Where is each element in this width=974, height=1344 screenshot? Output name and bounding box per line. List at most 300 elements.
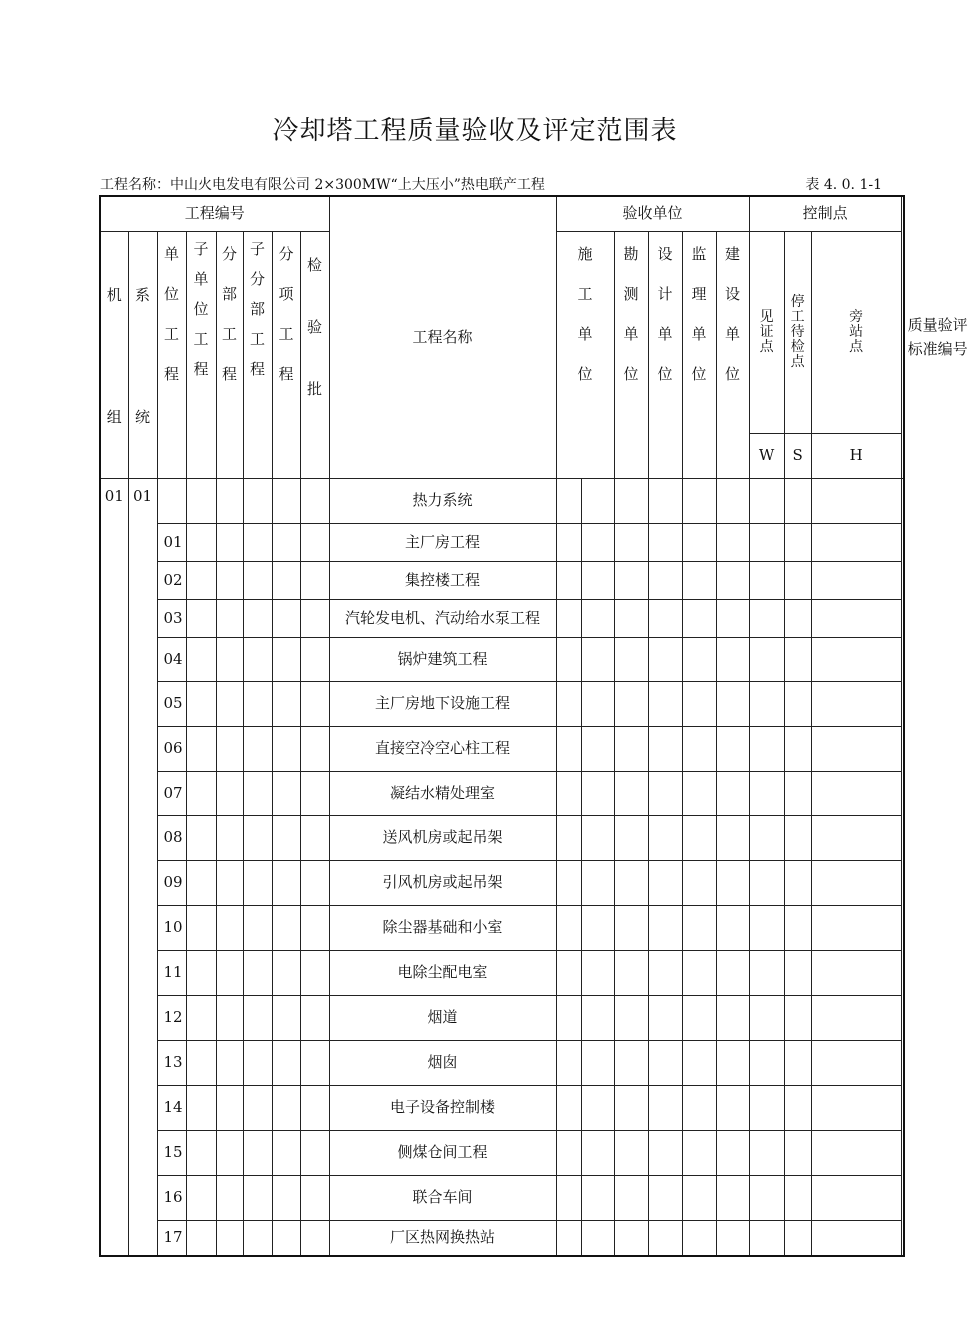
header-accept-col-1-char: 测 bbox=[623, 284, 639, 303]
empty-cell bbox=[243, 1040, 272, 1085]
header-code-col-1-char: 系 bbox=[134, 285, 150, 304]
empty-cell bbox=[186, 561, 216, 599]
unit-project-code: 01 bbox=[157, 523, 186, 561]
empty-cell bbox=[648, 950, 682, 995]
empty-cell bbox=[749, 771, 784, 815]
header-code-col-3-char: 单 bbox=[193, 269, 209, 288]
empty-cell bbox=[648, 681, 682, 726]
unit-project-code: 10 bbox=[157, 905, 186, 950]
header-code-col-2-char: 位 bbox=[163, 284, 179, 303]
project-name-cell: 主厂房地下设施工程 bbox=[329, 681, 556, 726]
empty-cell bbox=[682, 726, 716, 771]
empty-cell bbox=[784, 523, 811, 561]
empty-cell bbox=[716, 995, 749, 1040]
empty-cell bbox=[614, 860, 648, 905]
header-accept-col-0-char: 位 bbox=[577, 364, 593, 383]
empty-cell bbox=[556, 950, 581, 995]
empty-cell bbox=[581, 950, 614, 995]
header-accept-col-4-char: 建 bbox=[725, 244, 741, 263]
empty-cell bbox=[811, 1130, 901, 1175]
empty-cell bbox=[216, 815, 243, 860]
empty-cell bbox=[216, 1175, 243, 1220]
header-accept-col-4-char: 设 bbox=[725, 284, 741, 303]
empty-cell bbox=[300, 1175, 329, 1220]
header-code-col-5 bbox=[243, 231, 272, 478]
header-accept-col-1-char: 勘 bbox=[623, 244, 639, 263]
empty-cell bbox=[243, 1085, 272, 1130]
empty-cell bbox=[243, 815, 272, 860]
project-label: 工程名称：中山火电发电有限公司 2×300MW“上大压小”热电联产工程 bbox=[100, 177, 545, 193]
header-code-col-2-char: 工 bbox=[163, 324, 179, 343]
empty-cell bbox=[216, 1220, 243, 1256]
empty-cell bbox=[216, 771, 243, 815]
empty-cell bbox=[300, 771, 329, 815]
empty-cell bbox=[682, 1220, 716, 1256]
empty-cell bbox=[243, 1175, 272, 1220]
empty-cell bbox=[749, 860, 784, 905]
empty-cell bbox=[811, 771, 901, 815]
empty-cell bbox=[272, 995, 300, 1040]
empty-cell bbox=[682, 561, 716, 599]
empty-cell bbox=[784, 637, 811, 681]
empty-cell bbox=[749, 1085, 784, 1130]
table-row bbox=[100, 905, 904, 950]
header-accept-col-1-char: 位 bbox=[623, 364, 639, 383]
project-name-cell: 汽轮发电机、汽动给水泵工程 bbox=[329, 599, 556, 637]
header-code-col-0-char: 机 bbox=[106, 285, 122, 304]
project-name-cell: 烟道 bbox=[329, 995, 556, 1040]
empty-cell bbox=[614, 1220, 648, 1256]
project-name-cell: 除尘器基础和小室 bbox=[329, 905, 556, 950]
empty-cell bbox=[272, 637, 300, 681]
empty-cell bbox=[716, 1130, 749, 1175]
header-control-label: 旁站点 bbox=[849, 308, 864, 355]
empty-cell bbox=[811, 1220, 901, 1256]
project-name-cell: 热力系统 bbox=[329, 478, 556, 523]
empty-cell bbox=[784, 1085, 811, 1130]
empty-cell bbox=[614, 1130, 648, 1175]
empty-cell bbox=[682, 523, 716, 561]
system-code: 01 bbox=[128, 478, 157, 1256]
empty-cell bbox=[784, 599, 811, 637]
unit-project-code: 02 bbox=[157, 561, 186, 599]
header-code-col-4 bbox=[216, 231, 243, 478]
empty-cell bbox=[272, 1130, 300, 1175]
table-row bbox=[100, 1175, 904, 1220]
project-name-cell: 厂区热网换热站 bbox=[329, 1220, 556, 1256]
header-control-label: 停工待检点 bbox=[790, 293, 805, 370]
empty-cell bbox=[716, 726, 749, 771]
project-name-cell: 主厂房工程 bbox=[329, 523, 556, 561]
table-row bbox=[100, 1085, 904, 1130]
header-accept-col-1-char: 单 bbox=[623, 324, 639, 343]
empty-cell bbox=[186, 815, 216, 860]
empty-cell bbox=[784, 1220, 811, 1256]
empty-cell bbox=[716, 771, 749, 815]
empty-cell bbox=[272, 1220, 300, 1256]
empty-cell bbox=[749, 599, 784, 637]
empty-cell bbox=[216, 637, 243, 681]
empty-cell bbox=[716, 478, 749, 523]
table-ref: 表 4. 0. 1-1 bbox=[805, 177, 882, 193]
header-control-code-2: H bbox=[811, 433, 901, 478]
header-control-col-2 bbox=[811, 231, 901, 433]
header-code-col-2-char: 单 bbox=[163, 244, 179, 263]
empty-cell bbox=[243, 905, 272, 950]
empty-cell bbox=[749, 995, 784, 1040]
table-row bbox=[100, 599, 904, 637]
header-accept-col-4 bbox=[716, 231, 749, 478]
empty-cell bbox=[581, 1085, 614, 1130]
empty-cell bbox=[716, 950, 749, 995]
empty-cell bbox=[716, 599, 749, 637]
empty-cell bbox=[186, 1175, 216, 1220]
project-name-cell: 电子设备控制楼 bbox=[329, 1085, 556, 1130]
header-code-col-4-char: 程 bbox=[221, 364, 237, 383]
empty-cell bbox=[716, 1040, 749, 1085]
header-code-col-6-char: 分 bbox=[278, 244, 294, 263]
header-control-col-0 bbox=[749, 231, 784, 433]
empty-cell bbox=[216, 726, 243, 771]
empty-cell bbox=[186, 1040, 216, 1085]
empty-cell bbox=[749, 726, 784, 771]
unit-project-code: 15 bbox=[157, 1130, 186, 1175]
header-accept-col-3-char: 理 bbox=[691, 284, 707, 303]
empty-cell bbox=[556, 599, 581, 637]
empty-cell bbox=[186, 478, 216, 523]
empty-cell bbox=[216, 950, 243, 995]
header-accept-col-2-char: 单 bbox=[657, 324, 673, 343]
empty-cell bbox=[272, 681, 300, 726]
empty-cell bbox=[243, 995, 272, 1040]
empty-cell bbox=[648, 1175, 682, 1220]
empty-cell bbox=[216, 599, 243, 637]
header-code-col-3 bbox=[186, 231, 216, 478]
empty-cell bbox=[581, 599, 614, 637]
empty-cell bbox=[682, 681, 716, 726]
empty-cell bbox=[811, 905, 901, 950]
unit-project-code: 08 bbox=[157, 815, 186, 860]
table-row bbox=[100, 561, 904, 599]
empty-cell bbox=[272, 815, 300, 860]
empty-cell bbox=[811, 561, 901, 599]
empty-cell bbox=[556, 1130, 581, 1175]
unit-project-code: 06 bbox=[157, 726, 186, 771]
empty-cell bbox=[243, 478, 272, 523]
empty-cell bbox=[556, 726, 581, 771]
empty-cell bbox=[216, 1130, 243, 1175]
header-code-col-2 bbox=[157, 231, 186, 478]
header-project-name: 工程名称 bbox=[329, 196, 556, 478]
empty-cell bbox=[556, 1175, 581, 1220]
empty-cell bbox=[272, 1175, 300, 1220]
header-control: 控制点 bbox=[749, 196, 901, 231]
empty-cell bbox=[811, 1085, 901, 1130]
empty-cell bbox=[186, 950, 216, 995]
table-row bbox=[100, 681, 904, 726]
empty-cell bbox=[300, 561, 329, 599]
header-accept-col-2-char: 设 bbox=[657, 244, 673, 263]
empty-cell bbox=[749, 1130, 784, 1175]
empty-cell bbox=[749, 478, 784, 523]
empty-cell bbox=[272, 523, 300, 561]
empty-cell bbox=[556, 561, 581, 599]
empty-cell bbox=[272, 1040, 300, 1085]
empty-cell bbox=[784, 995, 811, 1040]
empty-cell bbox=[784, 1175, 811, 1220]
unit-project-code: 05 bbox=[157, 681, 186, 726]
empty-cell bbox=[749, 905, 784, 950]
empty-cell bbox=[682, 1175, 716, 1220]
empty-cell bbox=[300, 726, 329, 771]
header-accept-col-3 bbox=[682, 231, 716, 478]
empty-cell bbox=[648, 1040, 682, 1085]
empty-cell bbox=[648, 1220, 682, 1256]
empty-cell bbox=[614, 478, 648, 523]
empty-cell bbox=[216, 995, 243, 1040]
empty-cell bbox=[300, 905, 329, 950]
unit-project-code: 11 bbox=[157, 950, 186, 995]
empty-cell bbox=[682, 599, 716, 637]
empty-cell bbox=[749, 1175, 784, 1220]
empty-cell bbox=[716, 905, 749, 950]
empty-cell bbox=[272, 950, 300, 995]
empty-cell bbox=[581, 478, 614, 523]
empty-cell bbox=[556, 771, 581, 815]
header-accept-col-2-char: 位 bbox=[657, 364, 673, 383]
header-code-col-5-char: 程 bbox=[249, 359, 265, 378]
empty-cell bbox=[614, 771, 648, 815]
empty-cell bbox=[749, 561, 784, 599]
empty-cell bbox=[186, 1085, 216, 1130]
empty-cell bbox=[682, 1085, 716, 1130]
empty-cell bbox=[243, 860, 272, 905]
empty-cell bbox=[186, 1130, 216, 1175]
empty-cell bbox=[811, 637, 901, 681]
empty-cell bbox=[300, 681, 329, 726]
empty-cell bbox=[716, 815, 749, 860]
empty-cell bbox=[300, 1040, 329, 1085]
header-code-col-3-char: 子 bbox=[193, 239, 209, 258]
empty-cell bbox=[648, 815, 682, 860]
header-project-code: 工程编号 bbox=[100, 196, 329, 231]
empty-cell bbox=[243, 771, 272, 815]
empty-cell bbox=[784, 905, 811, 950]
empty-cell bbox=[243, 561, 272, 599]
empty-cell bbox=[749, 637, 784, 681]
header-control-label: 见证点 bbox=[759, 308, 774, 355]
empty-cell bbox=[581, 726, 614, 771]
empty-cell bbox=[216, 681, 243, 726]
empty-cell bbox=[648, 995, 682, 1040]
empty-cell bbox=[216, 905, 243, 950]
empty-cell bbox=[186, 1220, 216, 1256]
empty-cell bbox=[556, 815, 581, 860]
project-name-cell: 引风机房或起吊架 bbox=[329, 860, 556, 905]
empty-cell bbox=[300, 815, 329, 860]
empty-cell bbox=[581, 771, 614, 815]
project-name-cell: 联合车间 bbox=[329, 1175, 556, 1220]
empty-cell bbox=[300, 478, 329, 523]
table-row bbox=[100, 1220, 904, 1256]
header-accept-col-2-char: 计 bbox=[657, 284, 673, 303]
empty-cell bbox=[186, 771, 216, 815]
empty-cell bbox=[186, 860, 216, 905]
empty-cell bbox=[186, 681, 216, 726]
empty-cell bbox=[648, 637, 682, 681]
empty-cell bbox=[300, 599, 329, 637]
header-code-col-6-char: 程 bbox=[278, 364, 294, 383]
header-code-col-1-char: 统 bbox=[134, 407, 150, 426]
empty-cell bbox=[300, 523, 329, 561]
empty-cell bbox=[648, 599, 682, 637]
empty-cell bbox=[784, 561, 811, 599]
unit-project-code: 07 bbox=[157, 771, 186, 815]
empty-cell bbox=[716, 561, 749, 599]
empty-cell bbox=[682, 950, 716, 995]
empty-cell bbox=[186, 523, 216, 561]
header-code-col-6-char: 工 bbox=[278, 324, 294, 343]
empty-cell bbox=[648, 905, 682, 950]
unit-project-code: 04 bbox=[157, 637, 186, 681]
empty-cell bbox=[300, 950, 329, 995]
empty-cell bbox=[272, 726, 300, 771]
header-code-col-7-char: 批 bbox=[307, 379, 323, 398]
project-name-cell: 锅炉建筑工程 bbox=[329, 637, 556, 681]
table-row bbox=[100, 950, 904, 995]
empty-cell bbox=[186, 905, 216, 950]
empty-cell bbox=[556, 905, 581, 950]
empty-cell bbox=[648, 860, 682, 905]
empty-cell bbox=[272, 478, 300, 523]
empty-cell bbox=[556, 860, 581, 905]
empty-cell bbox=[556, 1040, 581, 1085]
empty-cell bbox=[272, 860, 300, 905]
empty-cell bbox=[811, 1040, 901, 1085]
empty-cell bbox=[716, 1175, 749, 1220]
unit-project-code: 16 bbox=[157, 1175, 186, 1220]
header-code-col-7 bbox=[300, 231, 329, 478]
empty-cell bbox=[614, 995, 648, 1040]
empty-cell bbox=[272, 1085, 300, 1130]
header-code-col-3-char: 工 bbox=[193, 329, 209, 348]
project-name-cell: 凝结水精处理室 bbox=[329, 771, 556, 815]
project-name-cell: 侧煤仓间工程 bbox=[329, 1130, 556, 1175]
header-accept-col-3-char: 监 bbox=[691, 244, 707, 263]
header-accept-col-4-char: 单 bbox=[725, 324, 741, 343]
empty-cell bbox=[716, 1085, 749, 1130]
empty-cell bbox=[811, 478, 901, 523]
empty-cell bbox=[784, 771, 811, 815]
empty-cell bbox=[716, 1220, 749, 1256]
empty-cell bbox=[749, 950, 784, 995]
empty-cell bbox=[811, 681, 901, 726]
header-accept-col-0-char: 工 bbox=[577, 284, 593, 303]
empty-cell bbox=[648, 1130, 682, 1175]
empty-cell bbox=[682, 771, 716, 815]
empty-cell bbox=[614, 815, 648, 860]
header-code-col-5-char: 工 bbox=[249, 329, 265, 348]
empty-cell bbox=[272, 599, 300, 637]
empty-cell bbox=[716, 681, 749, 726]
page-title: 冷却塔工程质量验收及评定范围表 bbox=[272, 116, 678, 146]
header-accept-col-0-char: 施 bbox=[577, 244, 593, 263]
project-name-cell: 集控楼工程 bbox=[329, 561, 556, 599]
empty-cell bbox=[581, 523, 614, 561]
header-code-col-0 bbox=[100, 231, 128, 478]
unit-project-code: 14 bbox=[157, 1085, 186, 1130]
header-code-col-7-char: 验 bbox=[307, 317, 323, 336]
empty-cell bbox=[648, 771, 682, 815]
empty-cell bbox=[216, 860, 243, 905]
header-code-col-5-char: 子 bbox=[249, 239, 265, 258]
empty-cell bbox=[648, 523, 682, 561]
header-code-col-3-char: 程 bbox=[193, 359, 209, 378]
empty-cell bbox=[682, 1130, 716, 1175]
empty-cell bbox=[556, 1220, 581, 1256]
header-code-col-6-char: 项 bbox=[278, 284, 294, 303]
table-row bbox=[100, 995, 904, 1040]
empty-cell bbox=[682, 995, 716, 1040]
table-row bbox=[100, 815, 904, 860]
header-code-col-6 bbox=[272, 231, 300, 478]
empty-cell bbox=[811, 860, 901, 905]
header-accept-col-3-char: 位 bbox=[691, 364, 707, 383]
empty-cell bbox=[243, 950, 272, 995]
empty-cell bbox=[556, 523, 581, 561]
header-code-col-5-char: 分 bbox=[249, 269, 265, 288]
empty-cell bbox=[749, 1220, 784, 1256]
empty-cell bbox=[682, 815, 716, 860]
empty-cell bbox=[811, 995, 901, 1040]
empty-cell bbox=[581, 637, 614, 681]
header-acceptance: 验收单位 bbox=[556, 196, 749, 231]
empty-cell bbox=[648, 726, 682, 771]
project-name-cell: 电除尘配电室 bbox=[329, 950, 556, 995]
empty-cell bbox=[157, 478, 186, 523]
empty-cell bbox=[556, 995, 581, 1040]
unit-project-code: 03 bbox=[157, 599, 186, 637]
empty-cell bbox=[614, 561, 648, 599]
empty-cell bbox=[682, 905, 716, 950]
empty-cell bbox=[300, 1220, 329, 1256]
unit-project-code: 09 bbox=[157, 860, 186, 905]
empty-cell bbox=[614, 905, 648, 950]
header-code-col-7-char: 检 bbox=[307, 255, 323, 274]
empty-cell bbox=[243, 599, 272, 637]
empty-cell bbox=[614, 950, 648, 995]
empty-cell bbox=[682, 478, 716, 523]
empty-cell bbox=[300, 860, 329, 905]
empty-cell bbox=[614, 1040, 648, 1085]
empty-cell bbox=[272, 771, 300, 815]
empty-cell bbox=[614, 726, 648, 771]
header-code-col-2-char: 程 bbox=[163, 364, 179, 383]
empty-cell bbox=[784, 1040, 811, 1085]
empty-cell bbox=[581, 815, 614, 860]
empty-cell bbox=[186, 995, 216, 1040]
scope-table bbox=[99, 195, 968, 1257]
header-accept-col-3-char: 单 bbox=[691, 324, 707, 343]
empty-cell bbox=[243, 1130, 272, 1175]
empty-cell bbox=[716, 637, 749, 681]
table-row bbox=[100, 771, 904, 815]
empty-cell bbox=[186, 599, 216, 637]
empty-cell bbox=[581, 1040, 614, 1085]
empty-cell bbox=[216, 1085, 243, 1130]
empty-cell bbox=[784, 1130, 811, 1175]
empty-cell bbox=[811, 815, 901, 860]
